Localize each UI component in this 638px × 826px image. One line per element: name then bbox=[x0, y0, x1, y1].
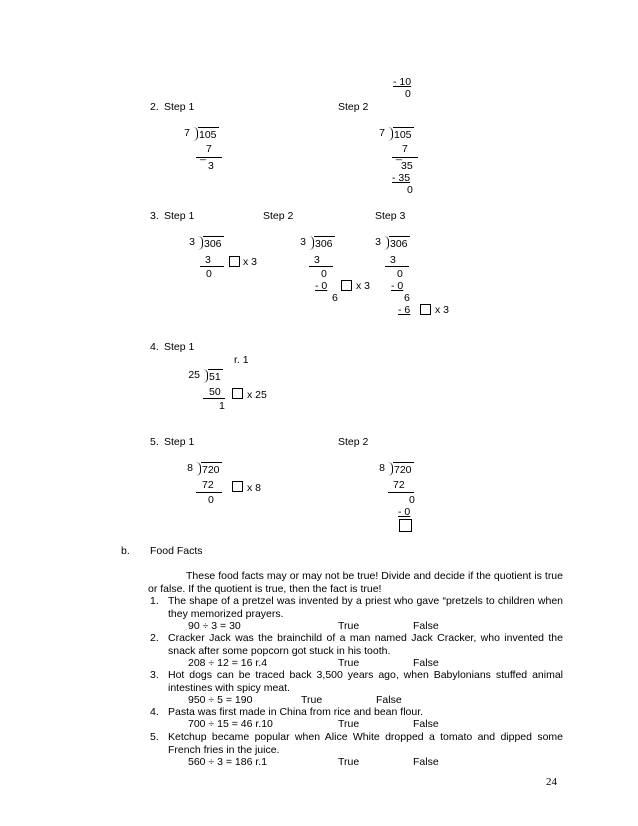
problem-3-step2-label: Step 2 bbox=[263, 210, 294, 222]
p3s2-bring-down: 6 bbox=[332, 292, 338, 304]
p3s1-difference: 0 bbox=[206, 268, 212, 280]
p3s2-subtraction: - 0 bbox=[315, 280, 328, 292]
dividend: 720 bbox=[202, 464, 220, 476]
dividend: 306 bbox=[390, 238, 408, 250]
p3s3-subtraction-2: - 6 bbox=[398, 304, 411, 316]
fact-4-number: 4. bbox=[150, 706, 159, 718]
fact-4-false-option[interactable]: False bbox=[413, 718, 439, 730]
p5s2-subtraction: - 0 bbox=[398, 506, 411, 518]
p2s1-rule bbox=[196, 157, 222, 158]
page-number: 24 bbox=[546, 776, 557, 788]
fact-3-equation: 950 ÷ 5 = 190 bbox=[188, 694, 253, 706]
p3s1-product: 3 bbox=[205, 254, 211, 266]
divisor: 25 bbox=[188, 369, 200, 381]
fact-2-equation: 208 ÷ 12 = 16 r.4 bbox=[188, 657, 268, 669]
p5s1-multiplier: x 8 bbox=[247, 482, 262, 494]
p2s2-minus: _ bbox=[396, 149, 402, 161]
dividend: 306 bbox=[315, 238, 333, 250]
fact-5-text: Ketchup became popular when Alice White dropped a tomato and dipped some French fries in the juice. bbox=[168, 731, 563, 756]
divisor: 3 bbox=[300, 236, 306, 248]
fact-1-equation: 90 ÷ 3 = 30 bbox=[188, 620, 241, 632]
fact-5-true-option[interactable]: True bbox=[338, 756, 360, 768]
divisor: 3 bbox=[375, 236, 381, 248]
dividend: 720 bbox=[394, 464, 412, 476]
divisor: 7 bbox=[379, 127, 385, 139]
p3s3-subtraction: - 0 bbox=[391, 280, 404, 292]
p3s1-multiplier: x 3 bbox=[243, 256, 258, 268]
problem-5-number: 5. bbox=[150, 436, 159, 448]
section-b-letter: b. bbox=[121, 545, 130, 557]
divisor: 8 bbox=[187, 462, 193, 474]
p3s3-difference: 0 bbox=[397, 268, 403, 280]
p5s1-quotient-box[interactable] bbox=[232, 481, 243, 492]
divisor: 8 bbox=[379, 462, 385, 474]
fact-4-text: Pasta was first made in China from rice and bean flour. bbox=[168, 706, 424, 718]
p3s3-product: 3 bbox=[390, 254, 396, 266]
dividend: 105 bbox=[394, 129, 412, 141]
p5s1-product: 72 bbox=[202, 479, 214, 491]
p4-quotient-box[interactable] bbox=[232, 388, 243, 399]
fact-4-true-option[interactable]: True bbox=[338, 718, 360, 730]
p5s2-quotient-box[interactable] bbox=[399, 519, 412, 532]
top-remainder: 0 bbox=[405, 88, 411, 100]
fact-5-number: 5. bbox=[150, 731, 159, 743]
fact-5-equation: 560 ÷ 3 = 186 r.1 bbox=[188, 756, 268, 768]
divisor: 3 bbox=[189, 236, 195, 248]
p2s2-product: 7 bbox=[402, 143, 408, 155]
fact-3-number: 3. bbox=[150, 669, 159, 681]
fact-1-text: The shape of a pretzel was invented by a priest who gave “pretzels to children when they memorized prayers. bbox=[168, 595, 563, 620]
fact-1-false-option[interactable]: False bbox=[413, 620, 439, 632]
fact-2-number: 2. bbox=[150, 632, 159, 644]
p3s3-bring-down: 6 bbox=[404, 292, 410, 304]
p2s2-rule bbox=[392, 157, 418, 158]
fact-1-true-option[interactable]: True bbox=[338, 620, 360, 632]
p2s1-product: 7 bbox=[206, 143, 212, 155]
fact-2-true-option[interactable]: True bbox=[338, 657, 360, 669]
problem-2-step2-label: Step 2 bbox=[338, 101, 369, 113]
problem-5-step2-label: Step 2 bbox=[338, 436, 369, 448]
dividend: 306 bbox=[204, 238, 222, 250]
p2s2-difference: 35 bbox=[401, 160, 413, 172]
problem-3-number: 3. bbox=[150, 210, 159, 222]
p3s3-multiplier: x 3 bbox=[435, 304, 450, 316]
fact-4-equation: 700 ÷ 15 = 46 r.10 bbox=[188, 718, 273, 730]
p2s1-difference: 3 bbox=[208, 160, 214, 172]
problem-4-number: 4. bbox=[150, 341, 159, 353]
problem-2-number: 2. bbox=[150, 101, 159, 113]
fact-2-false-option[interactable]: False bbox=[413, 657, 439, 669]
p4-rule bbox=[203, 398, 225, 399]
fact-3-text: Hot dogs can be traced back 3,500 years ago, when Babylonians stuffed animal intestines with spicy meat. bbox=[168, 669, 563, 694]
dividend: 51 bbox=[209, 371, 221, 383]
fact-3-true-option[interactable]: True bbox=[301, 694, 323, 706]
fact-3-false-option[interactable]: False bbox=[376, 694, 402, 706]
p2s1-minus: _ bbox=[200, 149, 206, 161]
top-subtraction: - 10 bbox=[393, 76, 412, 88]
p5s2-product: 72 bbox=[393, 479, 405, 491]
p5s1-rule bbox=[196, 492, 222, 493]
p5s2-difference: 0 bbox=[409, 494, 415, 506]
p3s1-rule bbox=[200, 266, 224, 267]
dividend: 105 bbox=[199, 129, 217, 141]
problem-5-step1-label: Step 1 bbox=[164, 436, 195, 448]
fact-1-number: 1. bbox=[150, 595, 159, 607]
p4-multiplier: x 25 bbox=[247, 389, 267, 401]
problem-3-step1-label: Step 1 bbox=[164, 210, 195, 222]
food-facts-intro: These food facts may or may not be true! Divide and decide if the quotient is true or false. If the quotient is true, then the fact is true! bbox=[148, 570, 563, 595]
section-b-title: Food Facts bbox=[150, 545, 203, 557]
p2s2-remainder: 0 bbox=[407, 184, 413, 196]
p3s3-rule bbox=[385, 266, 409, 267]
p3s2-product: 3 bbox=[314, 254, 320, 266]
fact-5-false-option[interactable]: False bbox=[413, 756, 439, 768]
problem-2-step1-label: Step 1 bbox=[164, 101, 195, 113]
p3s3-quotient-box[interactable] bbox=[420, 304, 431, 315]
divisor: 7 bbox=[184, 127, 190, 139]
p4-remainder: 1 bbox=[219, 400, 225, 412]
fact-2-text: Cracker Jack was the brainchild of a man named Jack Cracker, who invented the snack after some popcorn got stuck in his tooth. bbox=[168, 632, 563, 657]
p3s2-difference: 0 bbox=[321, 268, 327, 280]
p3s2-quotient-box[interactable] bbox=[341, 280, 352, 291]
p3s2-rule bbox=[309, 266, 333, 267]
p3s1-quotient-box[interactable] bbox=[229, 256, 240, 267]
problem-4-remainder-label: r. 1 bbox=[234, 354, 249, 366]
problem-3-step3-label: Step 3 bbox=[375, 210, 406, 222]
p2s2-subtraction: - 35 bbox=[392, 172, 411, 184]
p4-product: 50 bbox=[209, 386, 221, 398]
problem-4-step1-label: Step 1 bbox=[164, 341, 195, 353]
p5s2-rule bbox=[388, 492, 414, 493]
p3s2-multiplier: x 3 bbox=[356, 280, 371, 292]
p5s1-difference: 0 bbox=[208, 494, 214, 506]
